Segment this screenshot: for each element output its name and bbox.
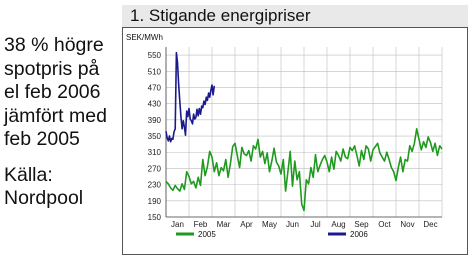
slide-text-line: jämfört med: [4, 104, 107, 127]
slide-text-line: 38 % högre: [4, 34, 104, 56]
y-tick-label: 390: [147, 115, 161, 125]
x-tick-label: Aug: [331, 220, 346, 229]
x-tick-label: Jun: [286, 220, 299, 229]
slide-text-line: el feb 2006: [4, 81, 101, 103]
slide-text-line: feb 2005: [4, 128, 80, 150]
x-tick-label: Jan: [171, 220, 184, 229]
slide-text-line: spotpris på: [4, 57, 100, 80]
x-tick-label: Jul: [310, 220, 321, 229]
y-tick-label: 350: [147, 132, 161, 142]
y-tick-label: 190: [147, 196, 161, 206]
y-tick-label: 150: [147, 213, 161, 222]
panel-title: 1. Stigande energipriser: [130, 6, 311, 25]
source-label: Källa:: [4, 163, 53, 186]
slide-text-block: [4, 34, 128, 211]
y-tick-label: 510: [147, 67, 161, 77]
legend-label-2005: 2005: [198, 230, 216, 239]
unit-label: SEK/MWh: [126, 33, 163, 42]
y-tick-label: 430: [147, 99, 161, 109]
x-tick-label: Mar: [216, 220, 231, 229]
x-tick-label: Feb: [193, 220, 208, 229]
y-tick-label: 230: [147, 180, 161, 190]
x-tick-label: Oct: [378, 220, 391, 229]
spacer: [4, 152, 128, 164]
y-tick-label: 550: [147, 51, 161, 61]
x-tick-label: Dec: [423, 220, 438, 229]
price-chart: [122, 27, 468, 255]
x-tick-label: Apr: [240, 220, 253, 229]
y-tick-label: 310: [147, 148, 161, 158]
legend-label-2006: 2006: [350, 230, 368, 239]
x-tick-label: Sep: [354, 220, 369, 229]
y-tick-label: 270: [147, 164, 161, 174]
x-tick-label: May: [261, 220, 278, 229]
y-tick-label: 470: [147, 83, 161, 93]
source-name: Nordpool: [4, 187, 84, 209]
x-tick-label: Nov: [400, 220, 415, 229]
